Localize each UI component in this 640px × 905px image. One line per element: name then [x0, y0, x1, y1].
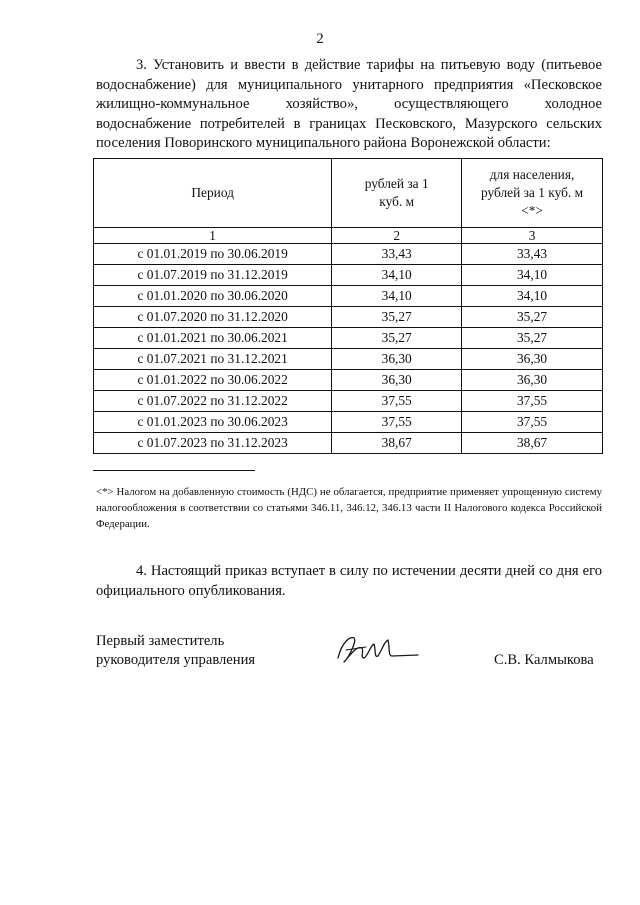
rate-cell: 35,27: [332, 307, 462, 328]
signatory-title-line: Первый заместитель: [96, 633, 225, 649]
table-row: [94, 286, 603, 307]
table-row: [94, 328, 603, 349]
rate-cell: 33,43: [332, 244, 462, 265]
table-row: [94, 244, 603, 265]
table-row: [94, 349, 603, 370]
population-rate-cell: 37,55: [462, 412, 603, 433]
period-cell: с 01.07.2023 по 31.12.2023: [94, 433, 332, 454]
population-rate-cell: 35,27: [462, 328, 603, 349]
rate-cell: 34,10: [332, 265, 462, 286]
rate-cell: 35,27: [332, 328, 462, 349]
rate-cell: 36,30: [332, 370, 462, 391]
page-number: 2: [316, 31, 324, 47]
footnote-divider: [93, 470, 255, 471]
column-number: 2: [332, 228, 462, 244]
population-rate-cell: 38,67: [462, 433, 603, 454]
rate-cell: 37,55: [332, 391, 462, 412]
paragraph-3: 3. Установить и ввести в действие тарифы на питьевую воду (питьевое водоснабжение) для муниципального унитарного предприятия «Песковское жилищно-коммунальное хозяйство», осуществляющего холодное водоснабжение потребителей в границах Песковского, Мазурского сельских поселения Поворинского муниципального района Воронежской области:: [96, 57, 602, 151]
period-cell: с 01.07.2019 по 31.12.2019: [94, 265, 332, 286]
period-cell: с 01.01.2020 по 30.06.2020: [94, 286, 332, 307]
rate-cell: 38,67: [332, 433, 462, 454]
signatory-title-line: руководителя управления: [96, 652, 256, 668]
table-row: [94, 265, 603, 286]
tariff-table: [93, 158, 603, 454]
table-row: [94, 412, 603, 433]
period-cell: с 01.01.2021 по 30.06.2021: [94, 328, 332, 349]
table-row: [94, 433, 603, 454]
period-cell: с 01.07.2022 по 31.12.2022: [94, 391, 332, 412]
table-row: [94, 307, 603, 328]
population-rate-cell: 36,30: [462, 349, 603, 370]
paragraph-4: 4. Настоящий приказ вступает в силу по истечении десяти дней со дня его официального опубликования.: [96, 563, 602, 599]
period-cell: с 01.07.2021 по 31.12.2021: [94, 349, 332, 370]
period-cell: с 01.01.2023 по 30.06.2023: [94, 412, 332, 433]
column-number: 1: [94, 228, 332, 244]
handwritten-signature: [332, 628, 424, 674]
table-header-row: [94, 159, 603, 228]
column-number: 3: [462, 228, 603, 244]
period-cell: с 01.01.2019 по 30.06.2019: [94, 244, 332, 265]
column-numbers-row: [94, 228, 603, 244]
signatory-name: С.В. Калмыкова: [494, 652, 594, 668]
population-rate-cell: 33,43: [462, 244, 603, 265]
population-rate-cell: 34,10: [462, 265, 603, 286]
population-rate-cell: 36,30: [462, 370, 603, 391]
footnote: <*> Налогом на добавленную стоимость (НДС) не облагается, предприятие применяет упрощенную систему налогообложения в соответствии со статьями 346.11, 346.12, 346.13 части II Налогового кодекса Российской Федерации.: [96, 486, 602, 530]
rate-cell: 37,55: [332, 412, 462, 433]
rate-cell: 34,10: [332, 286, 462, 307]
header-period: Период: [94, 159, 332, 228]
population-rate-cell: 34,10: [462, 286, 603, 307]
population-rate-cell: 37,55: [462, 391, 603, 412]
table-row: [94, 391, 603, 412]
header-rub-per-m3: рублей за 1 куб. м: [332, 159, 462, 228]
period-cell: с 01.01.2022 по 30.06.2022: [94, 370, 332, 391]
table-row: [94, 370, 603, 391]
population-rate-cell: 35,27: [462, 307, 603, 328]
header-population-rub-per-m3: для населения, рублей за 1 куб. м <*>: [462, 159, 603, 228]
signatory-title: [96, 632, 255, 670]
period-cell: с 01.07.2020 по 31.12.2020: [94, 307, 332, 328]
rate-cell: 36,30: [332, 349, 462, 370]
